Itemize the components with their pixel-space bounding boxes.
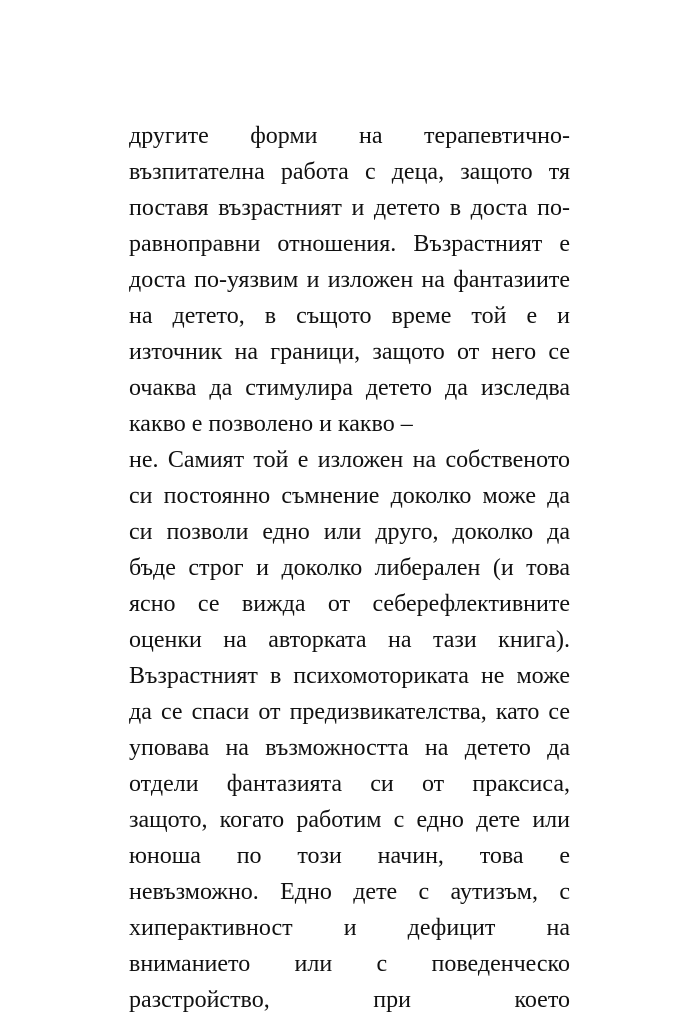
text-line-13: бъде строг и доколко либерален (и това — [129, 555, 570, 581]
text-line-20: защото, когато работим с едно дете или — [129, 807, 570, 833]
text-line-12: си позволи едно или друго, доколко да — [129, 519, 570, 545]
text-line-9: какво е позволено и какво – — [129, 411, 413, 437]
text-line-5: доста по-уязвим и изложен на фантазиите — [129, 267, 570, 293]
text-line-6: на детето, в същото време той е и — [129, 303, 570, 329]
text-line-4: равноправни отношения. Възрастният е — [129, 231, 570, 257]
text-line-7: източник на граници, защото от него се — [129, 339, 570, 365]
body-text — [129, 118, 570, 1018]
text-line-10: не. Самият той е изложен на собственото — [129, 447, 570, 473]
text-line-21: юноша по този начин, това е — [129, 843, 570, 869]
text-line-14: ясно се вижда от себерефлективните — [129, 591, 570, 617]
text-line-11: си постоянно съмнение доколко може да — [129, 483, 570, 509]
text-line-19: отдели фантазията си от праксиса, — [129, 771, 570, 797]
text-line-16: Възрастният в психомоториката не може — [129, 663, 570, 689]
text-line-25: разстройство, при което — [129, 987, 570, 1013]
text-line-2: възпитателна работа с деца, защото тя — [129, 159, 570, 185]
text-line-18: уповава на възможността на детето да — [129, 735, 570, 761]
text-line-8: очаква да стимулира детето да изследва — [129, 375, 570, 401]
text-line-17: да се спаси от предизвикателства, като се — [129, 699, 570, 725]
text-line-23: хиперактивност и дефицит на — [129, 915, 570, 941]
text-line-3: поставя възрастният и детето в доста по- — [129, 195, 570, 221]
text-line-1: другите форми на терапевтично- — [129, 123, 570, 149]
text-line-24: вниманието или с поведенческо — [129, 951, 570, 977]
text-line-22: невъзможно. Едно дете с аутизъм, с — [129, 879, 570, 905]
text-line-15: оценки на авторката на тази книга). — [129, 627, 570, 653]
